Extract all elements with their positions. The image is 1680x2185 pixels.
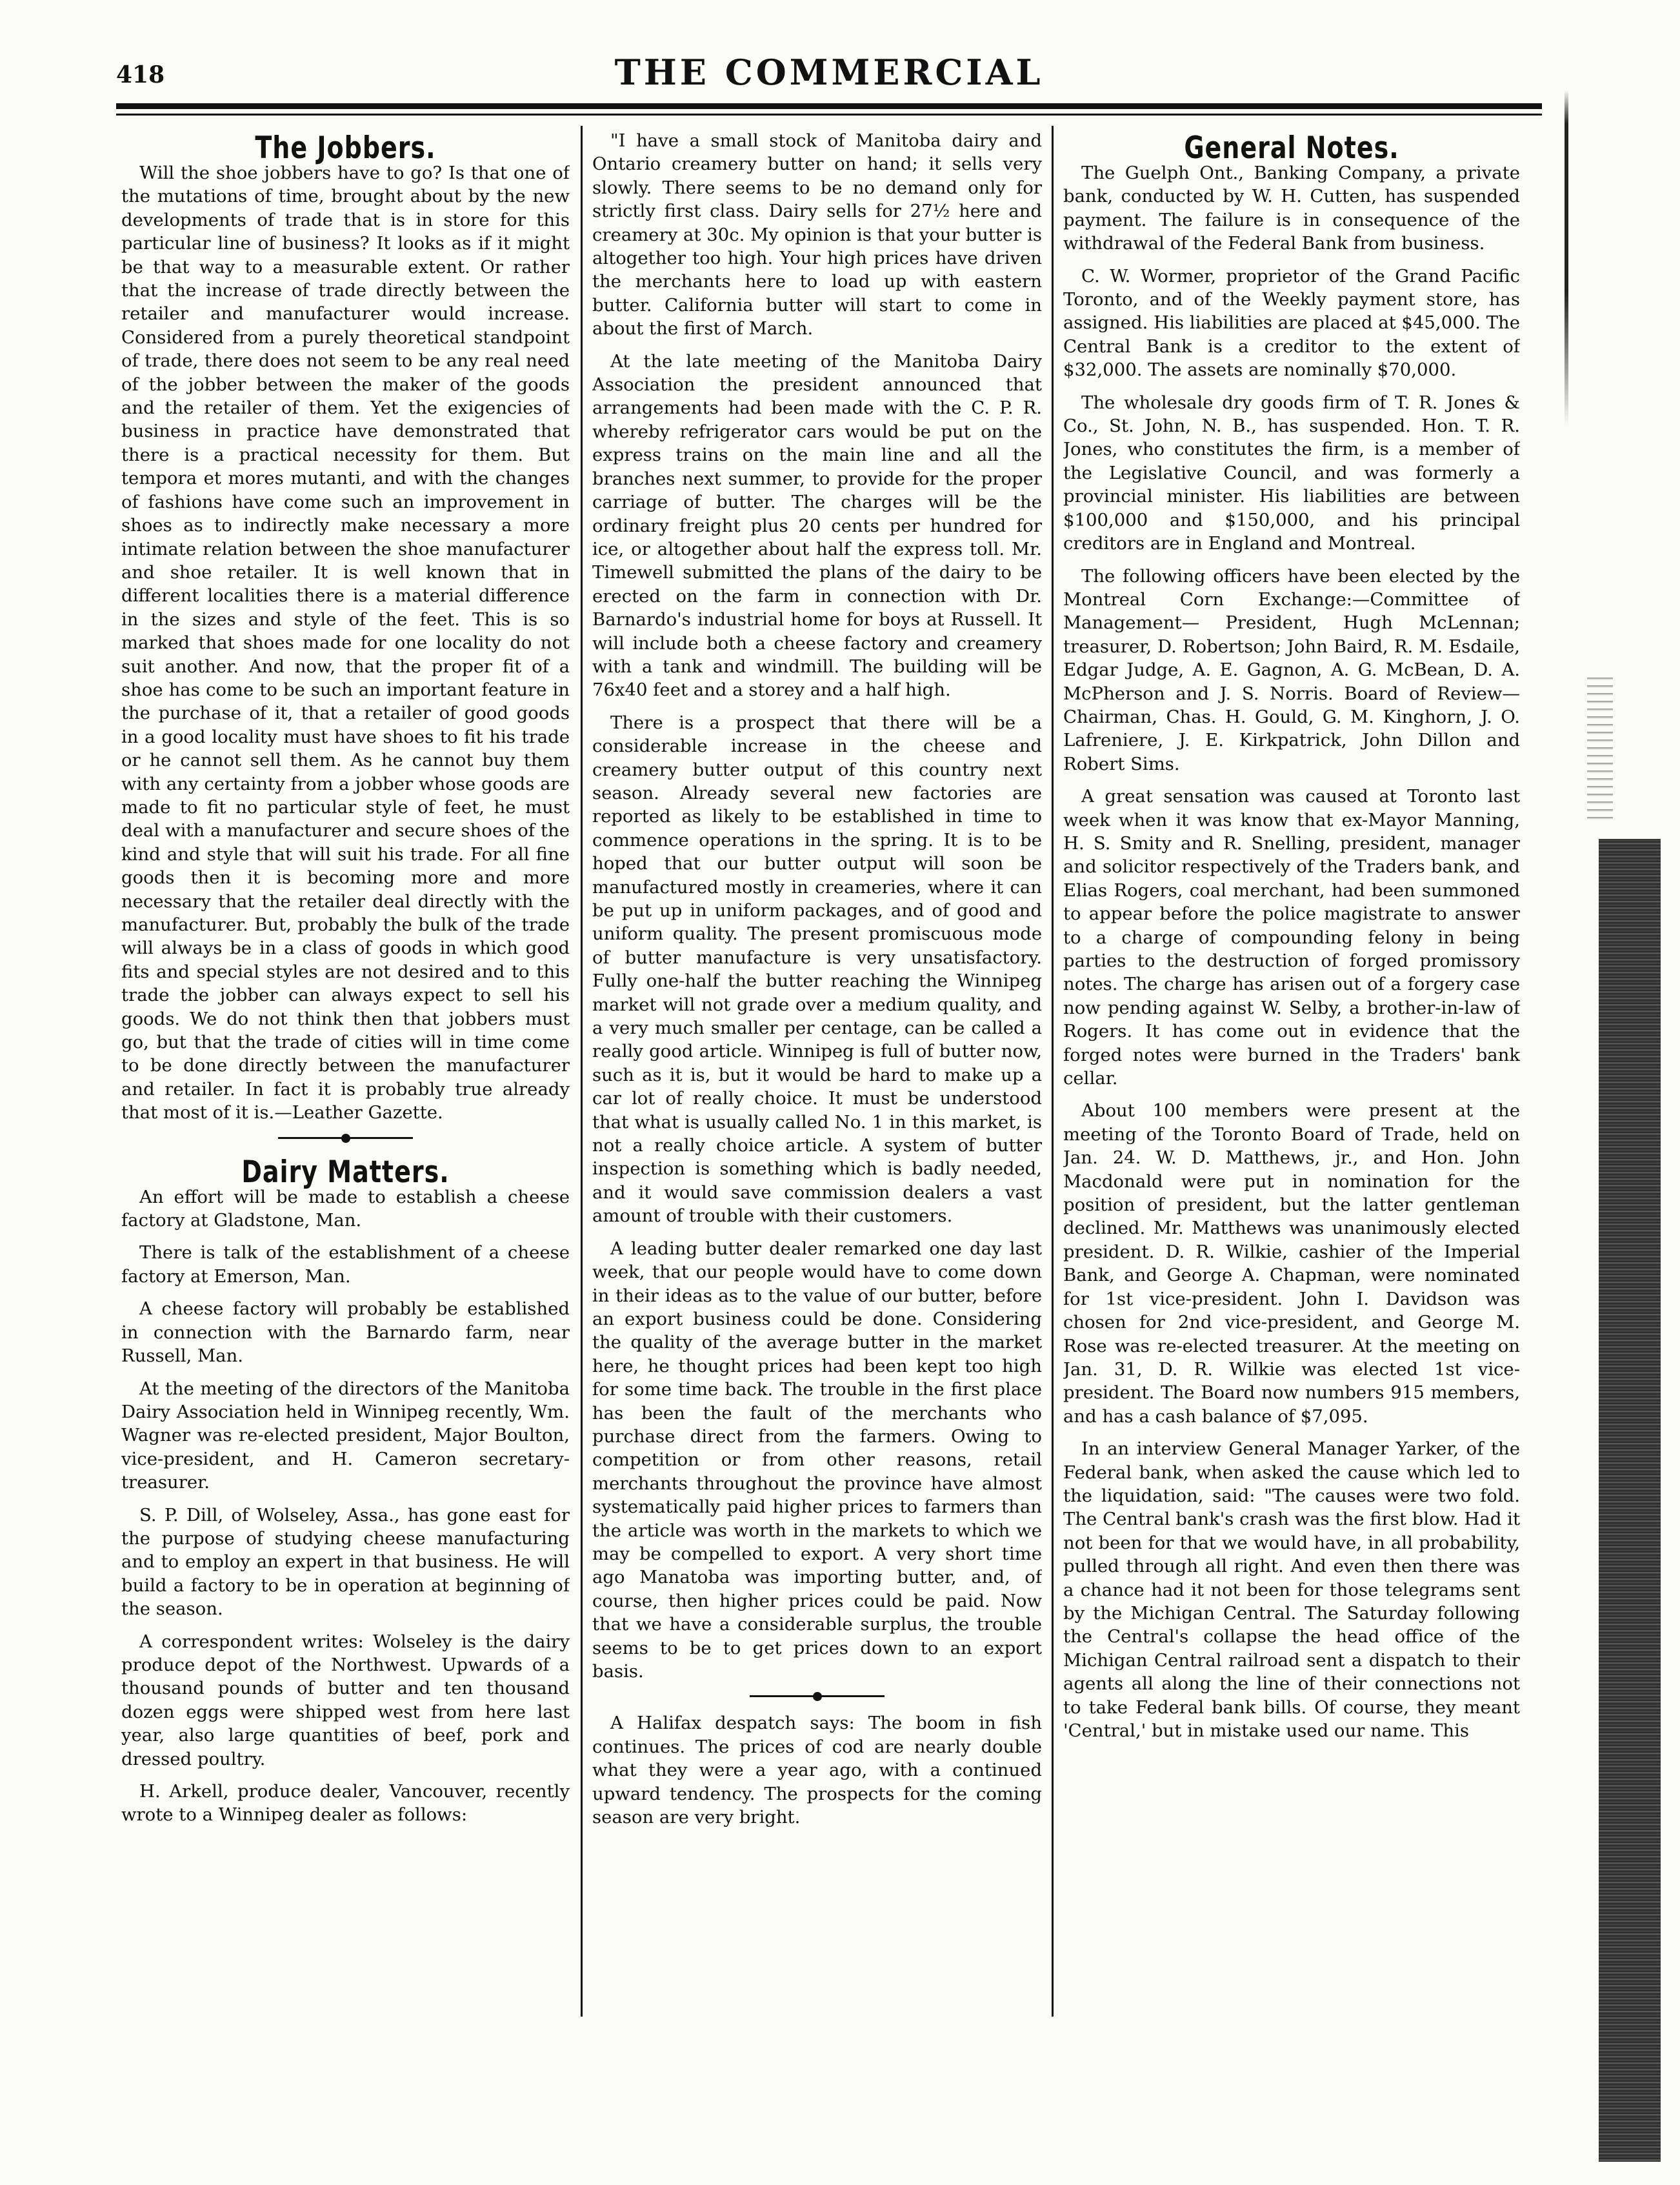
article-paragraph: A Halifax despatch says: The boom in fish continues. The prices of cod are nearly double what they were a year ago, with a continued upward tendency. The prospects for the coming season are very bright.	[592, 1713, 1042, 1828]
dairy-paragraph: H. Arkell, produce dealer, Vancouver, recently wrote to a Winnipeg dealer as follows:	[121, 1781, 570, 1826]
article-paragraph: There is a prospect that there will be a considerable increase in the cheese and creamery butter output of this country next season. Already several new factories are reported as likely to be established in time to commence operations in the spring. It is to be hoped that our butter output will soon be manufactured mostly in creameries, where it can be put up in uniform packages, and of good and uniform quality. The present promiscuous mode of butter manufacture is very unsatisfactory. Fully one-half the butter reaching the Winnipeg market will not grade over a medium quality, and a very much smaller per centage, can be called a really good article. Winnipeg is full of butter now, such as it is, but it would be hard to make up a car lot of really choice. It must be understood that what is usually called No. 1 in this market, is not a really choice article. A system of butter inspection is something which is badly needed, and it would save commission dealers a vast amount of trouble with their customers.	[592, 712, 1042, 1227]
column-two	[592, 129, 1042, 2020]
dairy-paragraph: At the meeting of the directors of the Manitoba Dairy Association held in Winnipeg recently, Wm. Wagner was re-elected president, Major Boulton, vice-president, and H. Cameron secretary-treasurer.	[121, 1378, 570, 1493]
scan-artifact-edge	[1599, 839, 1661, 2162]
notes-paragraph: In an interview General Manager Yarker, of the Federal bank, when asked the cause which led to the liquidation, said: "The causes were two fold. The Central bank's crash was the first blow. Had it not been for that we would have, in all probability, pulled through all right. And even then there was a chance had it not been for those telegrams sent by the Michigan Central. The Saturday following the Central's collapse the head office of the Michigan Central railroad sent a dispatch to their agents all along the line of their connections not to take Federal bank bills. Of course, they meant 'Central,' but in mistake used our name. This	[1063, 1438, 1520, 1741]
notes-paragraph: The wholesale dry goods firm of T. R. Jones & Co., St. John, N. B., has suspended. Hon. T. R. Jones, who constitutes the firm, is a member of the Legislative Council, and was formerly a provincial minister. His liabilities are between $100,000 and $150,000, and his principal creditors are in England and Montreal.	[1063, 392, 1520, 554]
column-rule-right	[1052, 126, 1054, 2017]
scan-artifact-mark	[1565, 90, 1568, 426]
dairy-paragraph: S. P. Dill, of Wolseley, Assa., has gone east for the purpose of studying cheese manufacturing and to employ an expert in that business. He will build a factory to be in operation at beginning of the season.	[121, 1504, 570, 1620]
article-paragraph: At the late meeting of the Manitoba Dairy Association the president announced that arrangements had been made with the C. P. R. whereby refrigerator cars would be put on the express trains on the main line and all the branches next summer, to provide for the proper carriage of butter. The charges will be the ordinary freight plus 20 cents per hundred for ice, or altogether about half the express toll. Mr. Timewell submitted the plans of the dairy to be erected on the farm in connection with Dr. Barnardo's industrial home for boys at Russell. It will include both a cheese factory and creamery with a tank and windmill. The building will be 76x40 feet and a storey and a half high.	[592, 350, 1042, 701]
dairy-paragraph: There is talk of the establishment of a cheese factory at Emerson, Man.	[121, 1242, 570, 1287]
jobbers-article: Will the shoe jobbers have to go? Is that one of the mutations of time, brought about by the new developments of trade that is in store for this particular line of business? It looks as if it might be that way to a measurable extent. Or rather that the increase of trade directly between the retailer and manufacturer would increase. Considered from a purely theoretical standpoint of trade, there does not seem to be any real need of the jobber between the maker of the goods and the retailer of them. Yet the exigencies of business in practice have demonstrated that there is a practical necessity for them. But tempora et mores mutanti, and with the changes of fashions have come such an improvement in shoes as to indirectly make necessary a more intimate relation between the shoe manufacturer and shoe retailer. It is well known that in different localities there is a material difference in the sizes and style of the feet. This is so marked that shoes made for one locality do not suit another. And now, that the proper fit of a shoe has come to be such an important feature in the purchase of it, that a retailer of good goods in a good locality must have shoes to fit his trade or he cannot sell them. As he cannot buy them with any certainty from a jobber whose goods are made to fit no particular style of feet, he must deal with a manufacturer and secure shoes of the kind and style that will suit his trade. For all fine goods then it is becoming more and more necessary that the retailer deal directly with the manufacturer. But, probably the bulk of the trade will always be in a class of goods in which good fits and special styles are not desired and to this trade the jobber can always expect to sell his goods. We do not think then that jobbers must go, but that the trade of cities will in time come to be done directly between the manufacturer and retailer. In fact it is probably true already that most of it is.—Leather Gazette.	[121, 163, 570, 1123]
section-divider	[121, 1129, 570, 1147]
notes-paragraph: A great sensation was caused at Toronto last week when it was know that ex-Mayor Manning, H. S. Smity and R. Snelling, president, manager and solicitor respectively of the Traders bank, and Elias Rogers, coal merchant, had been summoned to appear before the police magistrate to answer to a charge of compounding felony in being parties to the destruction of forged promissory notes. The charge has arisen out of a forgery case now pending against W. Selby, a brother-in-law of Rogers. It has come out in evidence that the forged notes were burned in the Traders' bank cellar.	[1063, 786, 1520, 1089]
jobbers-heading: The Jobbers.	[255, 130, 436, 166]
page-number: 418	[116, 61, 165, 88]
dairy-heading: Dairy Matters.	[241, 1153, 450, 1189]
column-rule-left	[581, 126, 583, 2017]
header-rule-thin	[116, 114, 1542, 116]
letter-paragraph: "I have a small stock of Manitoba dairy and Ontario creamery butter on hand; it sells very slowly. There seems to be no demand only for strictly first class. Dairy sells for 27½ here and creamery at 30c. My opinion is that your butter is altogether too high. Your high prices have driven the merchants here to load up with eastern butter. California butter will start to come in about the first of March.	[592, 130, 1042, 339]
notes-paragraph: The following officers have been elected by the Montreal Corn Exchange:—Committee of Management— President, Hugh McLennan; treasurer, D. Robertson; John Baird, R. M. Esdaile, Edgar Judge, A. E. Gagnon, A. G. McBean, D. A. McPherson and J. S. Norris. Board of Review—Chairman, Chas. H. Gould, G. M. Kinghorn, J. O. Lafreniere, J. E. Kirkpatrick, John Dillon and Robert Sims.	[1063, 565, 1520, 774]
general-notes-heading: General Notes.	[1184, 130, 1399, 166]
header-rule-thick	[116, 103, 1542, 109]
scan-artifact-dots	[1587, 678, 1613, 820]
notes-paragraph: The Guelph Ont., Banking Company, a private bank, conducted by W. H. Cutten, has suspended payment. The failure is in consequence of the withdrawal of the Federal Bank from business.	[1063, 163, 1520, 254]
masthead: THE COMMERCIAL	[614, 52, 1044, 93]
dairy-paragraph: A correspondent writes: Wolseley is the dairy produce depot of the Northwest. Upwards of a thousand pounds of butter and ten thousand dozen eggs were shipped west from here last year, also large quantities of beef, pork and dressed poultry.	[121, 1631, 570, 1769]
column-three	[1063, 129, 1520, 2020]
article-paragraph: A leading butter dealer remarked one day last week, that our people would have to come down in their ideas as to the value of our butter, before an export business could be done. Considering the quality of the average butter in the market here, he thought prices had been kept too high for some time back. The trouble in the first place has been the fault of the merchants who purchase direct from the farmers. Owing to competition or from other reasons, retail merchants throughout the province have almost systematically paid higher prices to farmers than the article was worth in the markets to which we may be compelled to export. A very short time ago Manatoba was importing butter, and, of course, then higher prices could be paid. Now that we have a considerable surplus, the trouble seems to be to get prices down to an export basis.	[592, 1238, 1042, 1682]
dairy-paragraph: An effort will be made to establish a cheese factory at Gladstone, Man.	[121, 1186, 570, 1231]
section-divider	[592, 1687, 1042, 1705]
column-one	[121, 129, 570, 2020]
dairy-paragraph: A cheese factory will probably be established in connection with the Barnardo farm, near Russell, Man.	[121, 1298, 570, 1367]
notes-paragraph: About 100 members were present at the meeting of the Toronto Board of Trade, held on Jan. 24. W. D. Matthews, jr., and Hon. John Macdonald were put in nomination for the position of president, but the latter gentleman declined. Mr. Matthews was unanimously elected president. D. R. Wilkie, cashier of the Imperial Bank, and George A. Chapman, were nominated for 1st vice-president. John I. Davidson was chosen for 2nd vice-president, and George M. Rose was re-elected treasurer. At the meeting on Jan. 31, D. R. Wilkie was elected 1st vice-president. The Board now numbers 915 members, and has a cash balance of $7,095.	[1063, 1100, 1520, 1427]
notes-paragraph: C. W. Wormer, proprietor of the Grand Pacific Toronto, and of the Weekly payment store, has assigned. His liabilities are placed at $45,000. The Central Bank is a creditor to the extent of $32,000. The assets are nominally $70,000.	[1063, 265, 1520, 381]
